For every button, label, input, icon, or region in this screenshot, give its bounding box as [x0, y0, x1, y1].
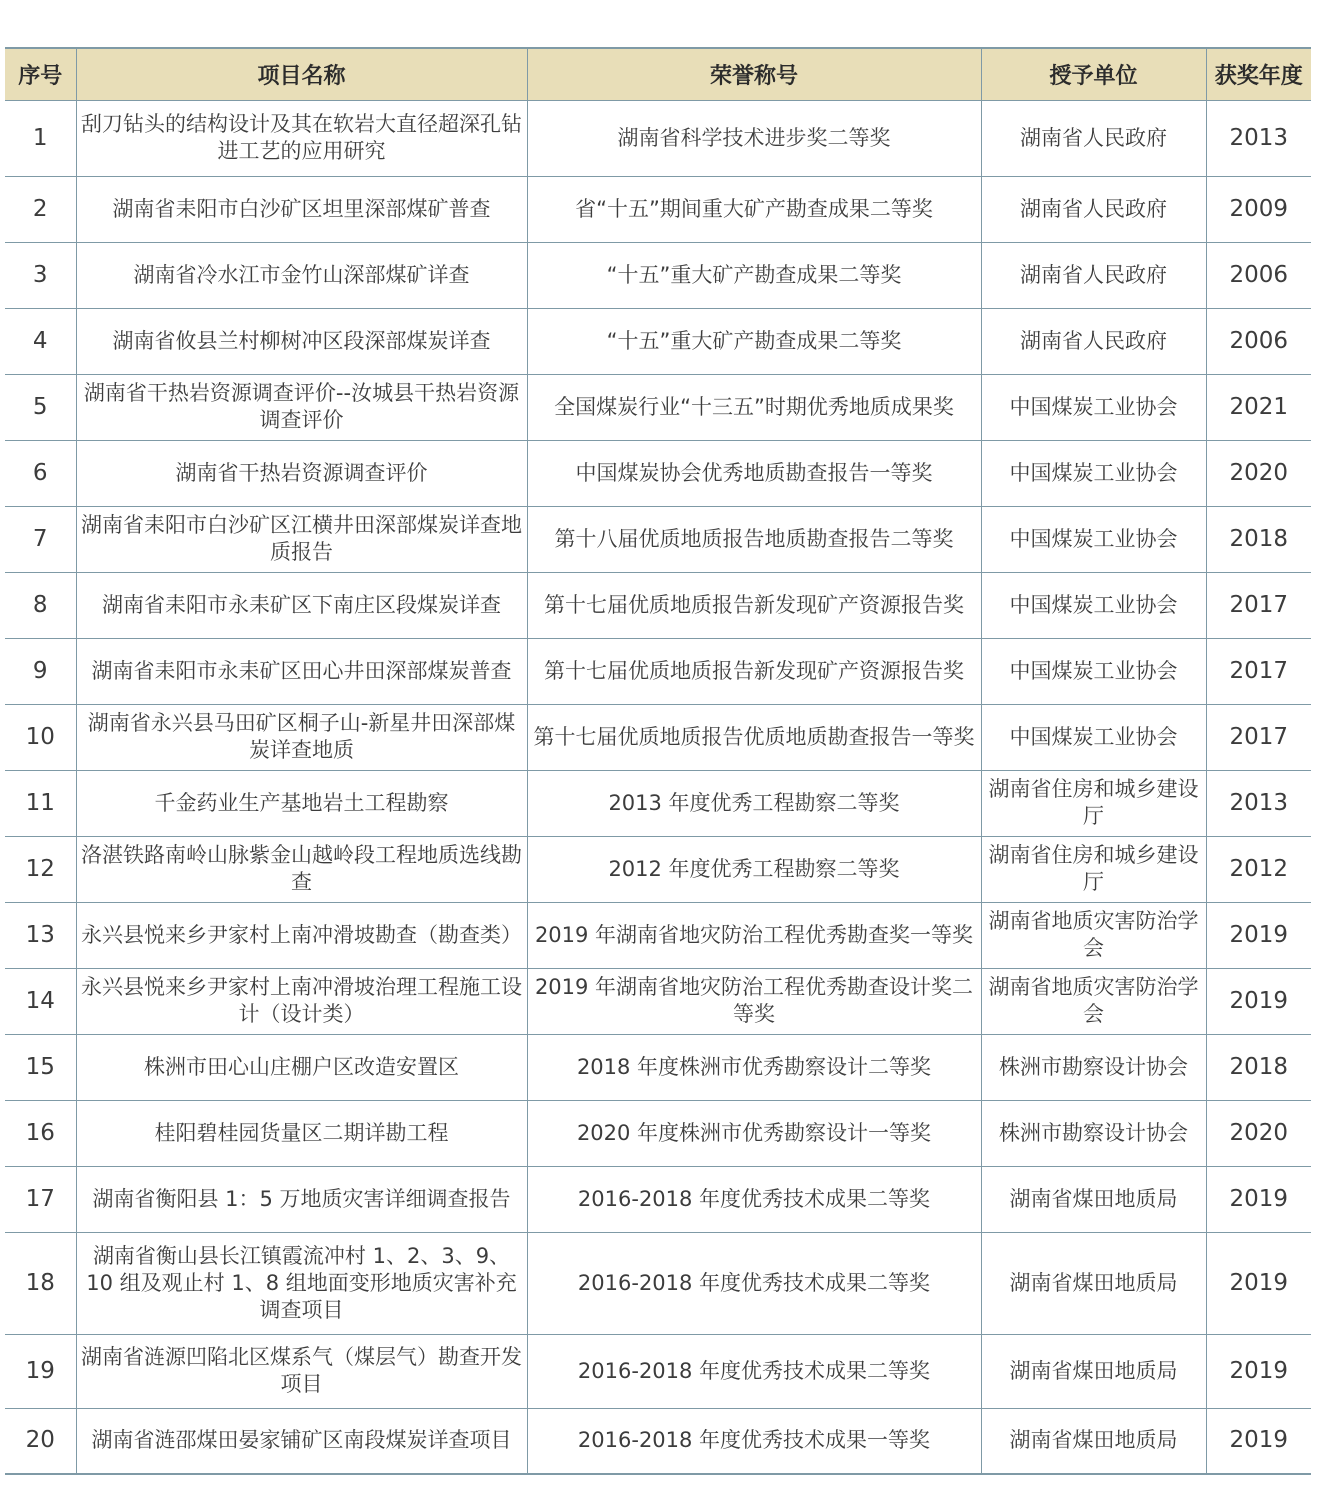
award-year: 2009: [1206, 176, 1311, 242]
granting-unit: 湖南省煤田地质局: [981, 1408, 1206, 1474]
award-year: 2018: [1206, 506, 1311, 572]
project-name: 湖南省衡阳县 1：5 万地质灾害详细调查报告: [76, 1166, 527, 1232]
table-row: [5, 572, 1311, 638]
project-name: 湖南省耒阳市永耒矿区下南庄区段煤炭详查: [76, 572, 527, 638]
project-name: 湖南省干热岩资源调查评价: [76, 440, 527, 506]
row-index: 16: [5, 1100, 76, 1166]
honor-title: 2019 年湖南省地灾防治工程优秀勘查奖一等奖: [527, 902, 981, 968]
table-row: [5, 506, 1311, 572]
header-row: [5, 48, 1311, 100]
header-project-name: 项目名称: [76, 48, 527, 100]
award-year: 2020: [1206, 1100, 1311, 1166]
honor-title: 全国煤炭行业“十三五”时期优秀地质成果奖: [527, 374, 981, 440]
award-year: 2017: [1206, 638, 1311, 704]
row-index: 10: [5, 704, 76, 770]
row-index: 11: [5, 770, 76, 836]
project-name: 湖南省涟邵煤田晏家铺矿区南段煤炭详查项目: [76, 1408, 527, 1474]
project-name: 永兴县悦来乡尹家村上南冲滑坡治理工程施工设计（设计类）: [76, 968, 527, 1034]
header-granting-unit: 授予单位: [981, 48, 1206, 100]
honor-title: 中国煤炭协会优秀地质勘查报告一等奖: [527, 440, 981, 506]
row-index: 9: [5, 638, 76, 704]
project-name: 湖南省干热岩资源调查评价--汝城县干热岩资源调查评价: [76, 374, 527, 440]
header-index: 序号: [5, 48, 76, 100]
granting-unit: 湖南省人民政府: [981, 242, 1206, 308]
award-year: 2019: [1206, 902, 1311, 968]
honor-title: 2012 年度优秀工程勘察二等奖: [527, 836, 981, 902]
granting-unit: 湖南省住房和城乡建设厅: [981, 836, 1206, 902]
award-year: 2017: [1206, 572, 1311, 638]
row-index: 13: [5, 902, 76, 968]
project-name: 湖南省冷水江市金竹山深部煤矿详查: [76, 242, 527, 308]
table-row: [5, 1408, 1311, 1474]
honor-title: “十五”重大矿产勘查成果二等奖: [527, 242, 981, 308]
award-year: 2006: [1206, 242, 1311, 308]
honor-title: 2016-2018 年度优秀技术成果二等奖: [527, 1166, 981, 1232]
row-index: 4: [5, 308, 76, 374]
project-name: 湖南省攸县兰村柳树冲区段深部煤炭详查: [76, 308, 527, 374]
award-year: 2018: [1206, 1034, 1311, 1100]
granting-unit: 湖南省人民政府: [981, 176, 1206, 242]
project-name: 湖南省涟源凹陷北区煤系气（煤层气）勘查开发项目: [76, 1334, 527, 1408]
table-row: [5, 440, 1311, 506]
row-index: 2: [5, 176, 76, 242]
project-name: 千金药业生产基地岩土工程勘察: [76, 770, 527, 836]
granting-unit: 湖南省煤田地质局: [981, 1166, 1206, 1232]
award-year: 2006: [1206, 308, 1311, 374]
table-row: [5, 968, 1311, 1034]
project-name: 株洲市田心山庄棚户区改造安置区: [76, 1034, 527, 1100]
granting-unit: 湖南省煤田地质局: [981, 1232, 1206, 1334]
granting-unit: 湖南省地质灾害防治学会: [981, 968, 1206, 1034]
honor-title: 2016-2018 年度优秀技术成果一等奖: [527, 1408, 981, 1474]
honor-title: 2020 年度株洲市优秀勘察设计一等奖: [527, 1100, 981, 1166]
honor-title: 省“十五”期间重大矿产勘查成果二等奖: [527, 176, 981, 242]
table-row: [5, 1232, 1311, 1334]
row-index: 6: [5, 440, 76, 506]
row-index: 12: [5, 836, 76, 902]
honor-title: 第十八届优质地质报告地质勘查报告二等奖: [527, 506, 981, 572]
granting-unit: 湖南省人民政府: [981, 308, 1206, 374]
row-index: 20: [5, 1408, 76, 1474]
awards-table: [5, 47, 1311, 1475]
honor-title: 第十七届优质地质报告新发现矿产资源报告奖: [527, 638, 981, 704]
granting-unit: 湖南省地质灾害防治学会: [981, 902, 1206, 968]
honor-title: 第十七届优质地质报告新发现矿产资源报告奖: [527, 572, 981, 638]
table-row: [5, 374, 1311, 440]
granting-unit: 中国煤炭工业协会: [981, 572, 1206, 638]
table-row: [5, 1100, 1311, 1166]
row-index: 14: [5, 968, 76, 1034]
row-index: 19: [5, 1334, 76, 1408]
row-index: 8: [5, 572, 76, 638]
table-row: [5, 836, 1311, 902]
award-year: 2021: [1206, 374, 1311, 440]
award-year: 2019: [1206, 1408, 1311, 1474]
table-row: [5, 638, 1311, 704]
project-name: 洛湛铁路南岭山脉紫金山越岭段工程地质选线勘查: [76, 836, 527, 902]
granting-unit: 中国煤炭工业协会: [981, 440, 1206, 506]
row-index: 5: [5, 374, 76, 440]
table-row: [5, 1034, 1311, 1100]
table-row: [5, 242, 1311, 308]
granting-unit: 中国煤炭工业协会: [981, 374, 1206, 440]
granting-unit: 湖南省煤田地质局: [981, 1334, 1206, 1408]
award-year: 2019: [1206, 1334, 1311, 1408]
granting-unit: 中国煤炭工业协会: [981, 638, 1206, 704]
row-index: 1: [5, 100, 76, 176]
table-row: [5, 902, 1311, 968]
honor-title: 2018 年度株洲市优秀勘察设计二等奖: [527, 1034, 981, 1100]
award-year: 2020: [1206, 440, 1311, 506]
project-name: 湖南省耒阳市白沙矿区坦里深部煤矿普查: [76, 176, 527, 242]
table-row: [5, 176, 1311, 242]
award-year: 2019: [1206, 1232, 1311, 1334]
award-year: 2013: [1206, 100, 1311, 176]
granting-unit: 湖南省人民政府: [981, 100, 1206, 176]
award-year: 2013: [1206, 770, 1311, 836]
row-index: 18: [5, 1232, 76, 1334]
table-row: [5, 770, 1311, 836]
project-name: 湖南省永兴县马田矿区桐子山-新星井田深部煤炭详查地质: [76, 704, 527, 770]
project-name: 湖南省衡山县长江镇霞流冲村 1、2、3、9、10 组及观止村 1、8 组地面变形地质灾害补充调查项目: [76, 1232, 527, 1334]
granting-unit: 株洲市勘察设计协会: [981, 1034, 1206, 1100]
honor-title: 湖南省科学技术进步奖二等奖: [527, 100, 981, 176]
granting-unit: 湖南省住房和城乡建设厅: [981, 770, 1206, 836]
granting-unit: 中国煤炭工业协会: [981, 506, 1206, 572]
honor-title: 2016-2018 年度优秀技术成果二等奖: [527, 1232, 981, 1334]
header-award-year: 获奖年度: [1206, 48, 1311, 100]
project-name: 湖南省耒阳市白沙矿区江横井田深部煤炭详查地质报告: [76, 506, 527, 572]
project-name: 永兴县悦来乡尹家村上南冲滑坡勘查（勘查类）: [76, 902, 527, 968]
table-row: [5, 308, 1311, 374]
project-name: 刮刀钻头的结构设计及其在软岩大直径超深孔钻进工艺的应用研究: [76, 100, 527, 176]
granting-unit: 株洲市勘察设计协会: [981, 1100, 1206, 1166]
granting-unit: 中国煤炭工业协会: [981, 704, 1206, 770]
row-index: 15: [5, 1034, 76, 1100]
award-year: 2017: [1206, 704, 1311, 770]
row-index: 17: [5, 1166, 76, 1232]
project-name: 桂阳碧桂园货量区二期详勘工程: [76, 1100, 527, 1166]
award-year: 2019: [1206, 968, 1311, 1034]
honor-title: “十五”重大矿产勘查成果二等奖: [527, 308, 981, 374]
table-row: [5, 1334, 1311, 1408]
table-row: [5, 100, 1311, 176]
award-year: 2019: [1206, 1166, 1311, 1232]
honor-title: 2019 年湖南省地灾防治工程优秀勘查设计奖二等奖: [527, 968, 981, 1034]
award-year: 2012: [1206, 836, 1311, 902]
table-row: [5, 704, 1311, 770]
honor-title: 2016-2018 年度优秀技术成果二等奖: [527, 1334, 981, 1408]
project-name: 湖南省耒阳市永耒矿区田心井田深部煤炭普查: [76, 638, 527, 704]
honor-title: 第十七届优质地质报告优质地质勘查报告一等奖: [527, 704, 981, 770]
row-index: 7: [5, 506, 76, 572]
table-row: [5, 1166, 1311, 1232]
header-honor-title: 荣誉称号: [527, 48, 981, 100]
honor-title: 2013 年度优秀工程勘察二等奖: [527, 770, 981, 836]
row-index: 3: [5, 242, 76, 308]
